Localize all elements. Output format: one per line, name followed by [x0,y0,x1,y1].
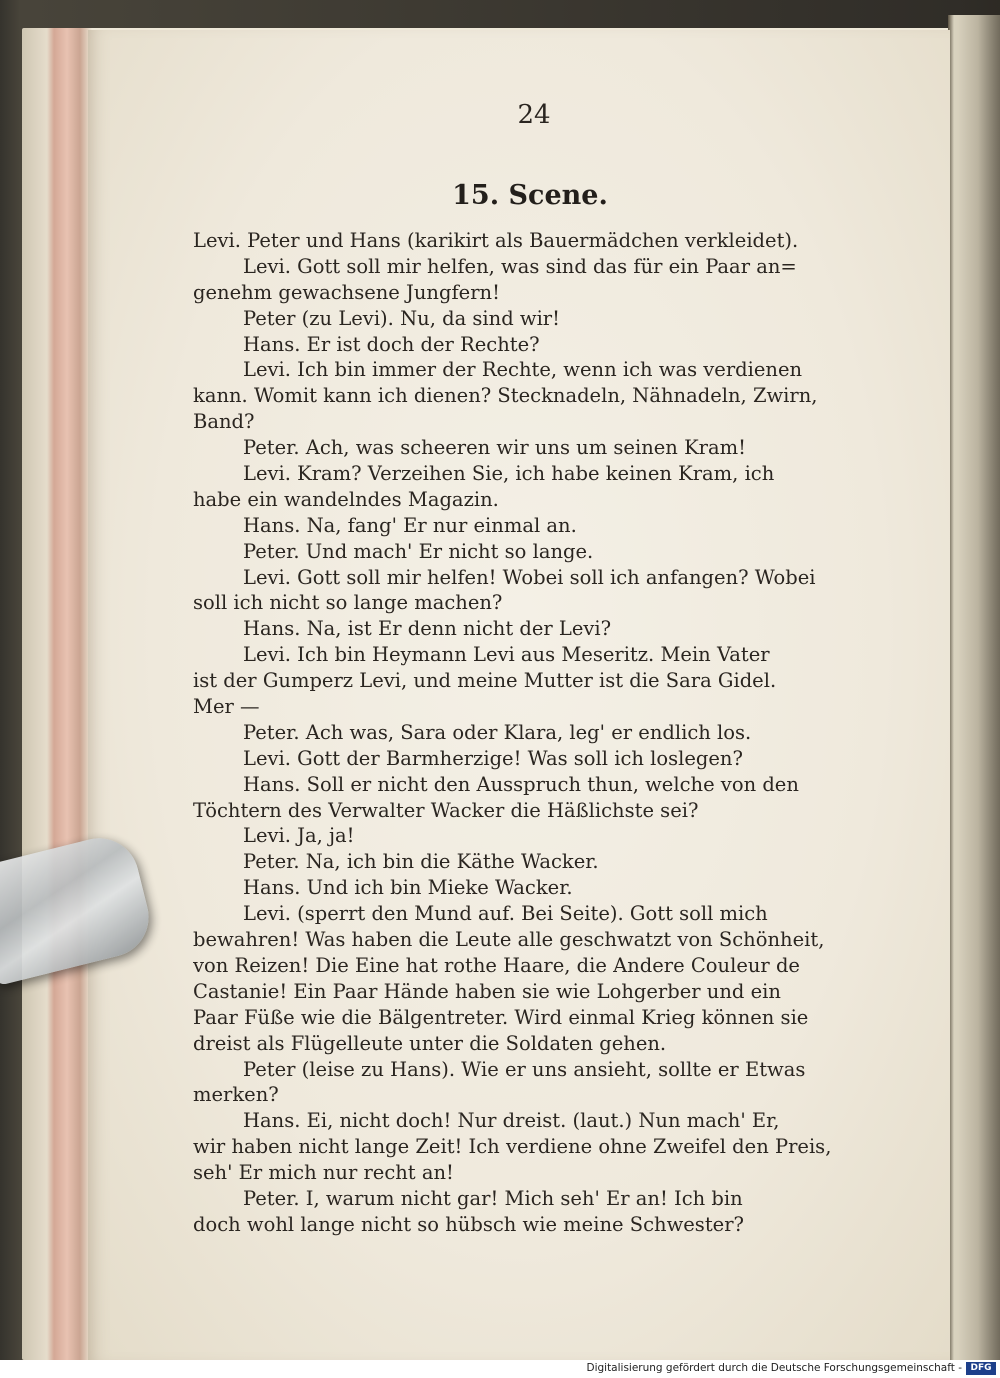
text-line: Levi. Ja, ja! [243,824,355,848]
right-shadow [958,0,1000,1360]
text-line: Levi. Gott soll mir helfen! Wobei soll ich anfangen? Wobei [243,565,816,589]
text-line: ist der Gumperz Levi, und meine Mutter ist die Sara Gidel. [193,669,777,693]
text-line: Peter. Ach was, Sara oder Klara, leg' er endlich los. [243,720,752,744]
text-line: Töchtern des Verwalter Wacker die Häßlichste sei? [193,798,699,822]
text-line: Hans. Er ist doch der Rechte? [243,332,540,356]
text-line: Hans. Na, fang' Er nur einmal an. [243,513,577,537]
text-line: Band? [193,410,255,434]
text-line: Peter (zu Levi). Nu, da sind wir! [243,306,560,330]
footer-bar [0,1360,1000,1378]
text-line: Levi. Kram? Verzeihen Sie, ich habe keinen Kram, ich [243,462,775,486]
text-line: bewahren! Was haben die Leute alle geschwatzt von Schönheit, [193,928,825,952]
text-line: Castanie! Ein Paar Hände haben sie wie Lohgerber und ein [193,979,781,1003]
text-line: Peter. Und mach' Er nicht so lange. [243,539,594,563]
text-line: merken? [193,1083,279,1107]
text-line: habe ein wandelndes Magazin. [193,487,499,511]
text-line: doch wohl lange nicht so hübsch wie meine Schwester? [193,1212,744,1236]
text-line: Hans. Und ich bin Mieke Wacker. [243,876,573,900]
text-line: kann. Womit kann ich dienen? Stecknadeln, Nähnadeln, Zwirn, [193,384,818,408]
text-line: dreist als Flügelleute unter die Soldaten gehen. [193,1031,667,1055]
text-line: Levi. Ich bin immer der Rechte, wenn ich was verdienen [243,358,803,382]
text-line: genehm gewachsene Jungfern! [193,280,500,304]
text-line: Levi. Ich bin Heymann Levi aus Meseritz. Mein Vater [243,643,770,667]
text-line: Levi. (sperrt den Mund auf. Bei Seite). Gott soll mich [243,902,768,926]
page-number: 24 [517,100,551,130]
text-line: Peter. Na, ich bin die Käthe Wacker. [243,850,599,874]
dfg-logo: DFG [966,1362,996,1375]
text-line: wir haben nicht lange Zeit! Ich verdiene ohne Zweifel den Preis, [193,1135,832,1159]
text-line: Paar Füße wie die Bälgentreter. Wird einmal Krieg können sie [193,1005,809,1029]
footer-credit: Digitalisierung gefördert durch die Deutsche Forschungsgemeinschaft - [586,1362,962,1374]
text-line: Levi. Peter und Hans (karikirt als Bauermädchen verkleidet). [193,229,799,252]
text-line: von Reizen! Die Eine hat rothe Haare, die Andere Couleur de [193,953,800,977]
text-line: Levi. Gott soll mir helfen, was sind das für ein Paar an= [243,254,797,278]
text-line: Peter. I, warum nicht gar! Mich seh' Er an! Ich bin [243,1186,743,1210]
text-line: Hans. Ei, nicht doch! Nur dreist. (laut.) Nun mach' Er, [243,1109,780,1133]
text-line: Hans. Soll er nicht den Ausspruch thun, welche von den [243,772,799,796]
page-text [193,228,885,1238]
text-line: Mer — [193,695,260,719]
scene-title: 15. Scene. [452,180,608,211]
text-line: Peter (leise zu Hans). Wie er uns ansieht, sollte er Etwas [243,1057,806,1081]
text-line: Levi. Gott der Barmherzige! Was soll ich loslegen? [243,746,743,770]
text-line: Peter. Ach, was scheeren wir uns um seinen Kram! [243,436,746,460]
text-line: seh' Er mich nur recht an! [193,1161,454,1185]
text-line: soll ich nicht so lange machen? [193,591,503,615]
text-line: Hans. Na, ist Er denn nicht der Levi? [243,617,612,641]
